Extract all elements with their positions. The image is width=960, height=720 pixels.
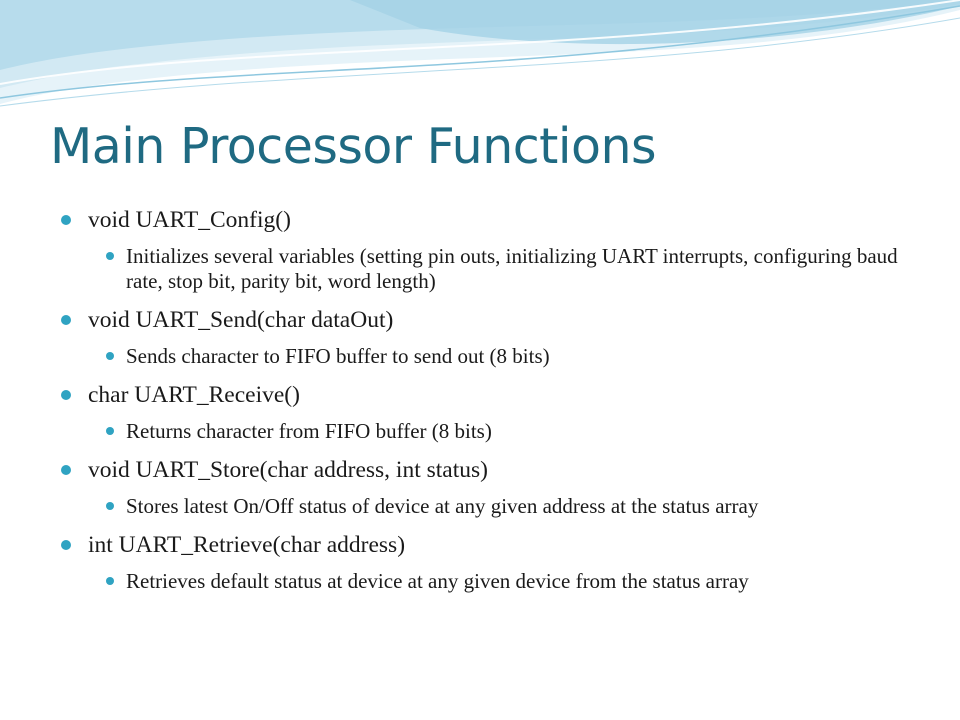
bullet-item [60,306,920,334]
sub-bullet-text: Stores latest On/Off status of device at any given address at the status array [126,494,759,518]
bullet-text: void UART_Store(char address, int status) [88,457,488,483]
bullet-item [60,456,920,484]
bullet-text: void UART_Config() [88,207,291,233]
sub-bullet-text: Retrieves default status at device at any given device from the status array [126,569,749,593]
bullet-item [60,381,920,409]
bullet-icon [61,390,71,400]
bullet-list [60,206,920,606]
decorative-wave-header [0,0,960,115]
sub-bullet-icon [106,577,114,585]
bullet-icon [61,540,71,550]
sub-bullet-item [60,494,920,519]
slide-title: Main Processor Functions [50,118,657,175]
sub-bullet-icon [106,427,114,435]
bullet-icon [61,215,71,225]
bullet-item [60,206,920,234]
sub-bullet-text: Sends character to FIFO buffer to send out (8 bits) [126,344,550,368]
sub-bullet-item [60,419,920,444]
sub-bullet-icon [106,252,114,260]
sub-bullet-text: Returns character from FIFO buffer (8 bits) [126,419,492,443]
sub-bullet-item [60,244,920,294]
sub-bullet-text: Initializes several variables (setting pin outs, initializing UART interrupts, configuring baud rate, stop bit, parity bit, word length) [126,244,898,293]
bullet-text: void UART_Send(char dataOut) [88,307,394,333]
bullet-icon [61,465,71,475]
sub-bullet-item [60,344,920,369]
sub-bullet-icon [106,502,114,510]
sub-bullet-item [60,569,920,594]
sub-bullet-icon [106,352,114,360]
bullet-icon [61,315,71,325]
bullet-text: int UART_Retrieve(char address) [88,532,406,558]
bullet-text: char UART_Receive() [88,382,300,408]
bullet-item [60,531,920,559]
